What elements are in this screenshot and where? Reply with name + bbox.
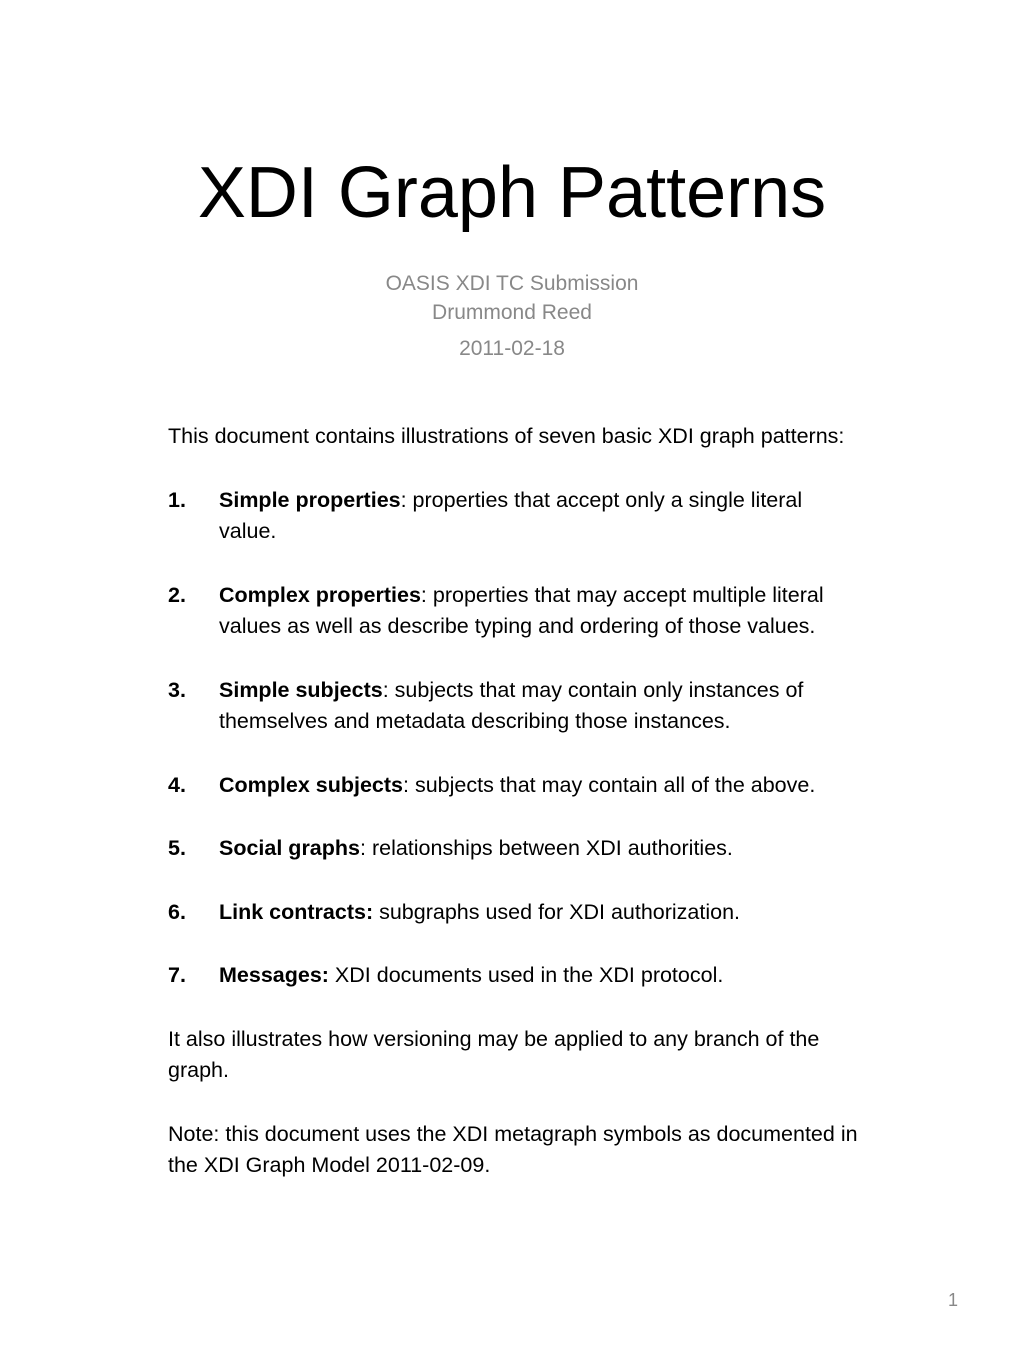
subtitle-author: Drummond Reed <box>432 301 592 324</box>
list-item <box>168 897 858 929</box>
subtitle-submission: OASIS XDI TC Submission <box>385 272 639 295</box>
item-number: 6. <box>168 899 186 924</box>
item-term: Complex properties <box>219 582 421 607</box>
item-description: XDI documents used in the XDI protocol. <box>328 963 724 987</box>
page-number: 1 <box>947 1290 958 1310</box>
item-term: Messages: <box>219 963 329 987</box>
item-description: : properties that accept only a single literal value. <box>219 487 803 543</box>
item-term: Social graphs <box>219 836 360 860</box>
item-number: 1. <box>168 487 186 512</box>
item-description: : subjects that may contain only instances of themselves and metadata describing those instances. <box>219 677 804 733</box>
list-item <box>168 485 858 548</box>
pattern-list <box>168 485 858 992</box>
list-item <box>168 580 858 643</box>
item-number: 2. <box>168 582 186 607</box>
subtitle-date: 2011-02-18 <box>459 337 565 360</box>
item-number: 7. <box>168 963 186 987</box>
item-description: : subjects that may contain all of the above. <box>403 772 816 797</box>
page-title: XDI Graph Patterns <box>197 153 827 233</box>
body-content <box>168 421 858 1182</box>
item-description: : relationships between XDI authorities. <box>360 836 733 860</box>
list-item <box>168 770 858 802</box>
item-number: 4. <box>168 772 186 797</box>
metagraph-note-paragraph: Note: this document uses the XDI metagraph symbols as documented in the XDI Graph Model 2011-02-09. <box>168 1121 858 1177</box>
item-term: Simple properties <box>219 487 401 512</box>
list-item <box>168 960 858 992</box>
item-term: Link contracts: <box>219 899 374 924</box>
intro-paragraph: This document contains illustrations of seven basic XDI graph patterns: <box>168 424 845 448</box>
list-item <box>168 675 858 738</box>
item-number: 3. <box>168 677 186 702</box>
item-description: subgraphs used for XDI authorization. <box>373 899 741 924</box>
item-term: Simple subjects <box>219 677 383 702</box>
item-number: 5. <box>168 836 186 860</box>
item-term: Complex subjects <box>219 772 403 797</box>
versioning-paragraph: It also illustrates how versioning may be applied to any branch of the graph. <box>168 1026 820 1082</box>
list-item <box>168 833 858 865</box>
item-description: : properties that may accept multiple literal values as well as describe typing and ordering of those values. <box>219 582 824 638</box>
